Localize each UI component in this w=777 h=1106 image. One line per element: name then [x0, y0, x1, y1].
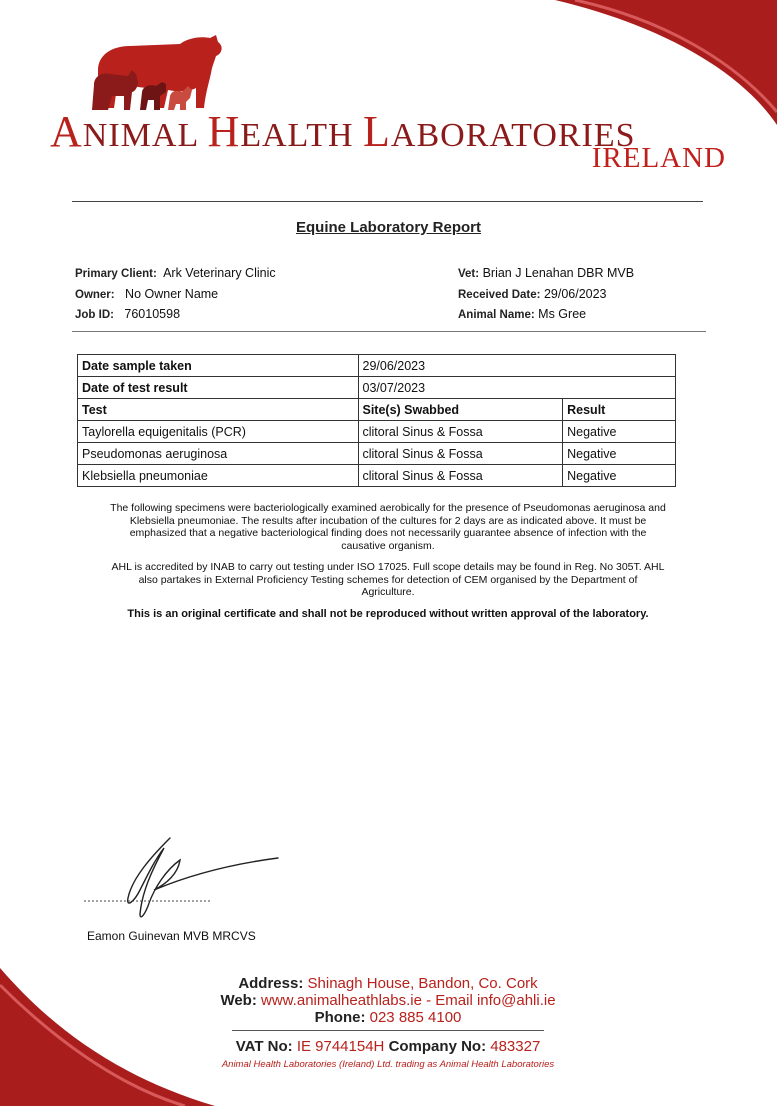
brand-country: IRELAND — [591, 142, 726, 174]
footer-address — [150, 975, 626, 992]
job-id-field — [75, 307, 180, 321]
table-cell: clitoral Sinus & Fossa — [358, 443, 563, 465]
received-date-value: 29/06/2023 — [543, 287, 607, 301]
company-value: 483327 — [490, 1038, 541, 1055]
owner-value: No Owner Name — [125, 287, 219, 301]
report-title: Equine Laboratory Report — [295, 219, 482, 236]
web-value[interactable]: www.animalheathlabs.ie - Email info@ahli.ie — [261, 992, 556, 1009]
animal-name-label: Animal Name: — [458, 309, 535, 321]
phone-value: 023 885 4100 — [369, 1009, 462, 1026]
certificate-notice: This is an original certificate and shall not be reproduced without written approval of the laboratory. — [127, 608, 649, 620]
received-date-label: Received Date: — [458, 289, 541, 301]
primary-client-field — [75, 266, 276, 280]
brand-initial: H — [207, 107, 241, 156]
table-cell: clitoral Sinus & Fossa — [358, 465, 563, 487]
footer-web — [150, 992, 626, 1009]
primary-client-value: Ark Veterinary Clinic — [163, 266, 276, 280]
received-date-field — [458, 287, 607, 301]
vet-label: Vet: — [458, 268, 480, 280]
table-cell: Klebsiella pneumoniae — [78, 465, 359, 487]
column-header: Test — [78, 399, 359, 421]
method-note — [70, 502, 706, 552]
job-id-value: 76010598 — [124, 307, 181, 321]
web-label: Web: — [220, 992, 257, 1009]
footer-phone — [150, 1009, 626, 1026]
phone-label: Phone: — [314, 1009, 366, 1026]
table-header-row — [78, 399, 676, 421]
table-row — [78, 465, 676, 487]
table-cell: Negative — [563, 421, 676, 443]
table-cell: Negative — [563, 443, 676, 465]
brand-word: ABORATORIES — [390, 117, 636, 154]
accreditation-note — [70, 561, 706, 599]
livestock-silhouette-logo — [88, 30, 228, 114]
address-value: Shinagh House, Bandon, Co. Cork — [307, 975, 538, 992]
column-header: Result — [563, 399, 676, 421]
brand-word: NIMAL — [82, 117, 208, 154]
vat-label: VAT No: — [235, 1038, 293, 1055]
footer-trading — [150, 1059, 626, 1070]
address-label: Address: — [238, 975, 304, 992]
animal-name-value: Ms Gree — [538, 307, 587, 321]
table-row — [78, 421, 676, 443]
signature-mark — [82, 830, 282, 925]
brand-initial: A — [50, 107, 83, 156]
table-row — [78, 355, 676, 377]
note-line: Klebsiella pneumoniae. The results after incubation of the cultures for 2 days are as indicated above. It must be — [129, 514, 647, 527]
note-line: The following specimens were bacteriologically examined aerobically for the presence of Pseudomonas aeruginosa and — [110, 502, 666, 514]
column-header: Site(s) Swabbed — [358, 399, 563, 421]
animal-name-field — [458, 307, 586, 321]
vat-value: IE 9744154H — [296, 1038, 385, 1055]
table-cell: Negative — [563, 465, 676, 487]
footer-divider — [232, 1030, 544, 1031]
date-taken-label: Date sample taken — [78, 355, 359, 377]
table-row — [78, 443, 676, 465]
note-line: emphasized that a negative bacteriological finding does not necessarily guarantee absence of infection with the — [129, 527, 647, 539]
footer-company — [150, 1038, 626, 1055]
job-id-label: Job ID: — [75, 309, 114, 321]
note-line: AHL is accredited by INAB to carry out testing under ISO 17025. Full scope details may be found in Reg. No 305T. AHL — [111, 561, 665, 573]
date-result-label: Date of test result — [78, 377, 359, 399]
header-divider — [72, 201, 703, 202]
brand-word: EALTH — [240, 117, 364, 154]
date-result-value: 03/07/2023 — [358, 377, 676, 399]
company-label: Company No: — [388, 1038, 487, 1055]
owner-label: Owner: — [75, 289, 115, 301]
results-table — [77, 354, 676, 487]
vet-value: Brian J Lenahan DBR MVB — [482, 266, 635, 280]
note-line: causative organism. — [341, 539, 435, 552]
date-taken-value: 29/06/2023 — [358, 355, 676, 377]
note-line: Agriculture. — [361, 586, 415, 598]
primary-client-label: Primary Client: — [75, 268, 157, 280]
owner-field — [75, 287, 218, 301]
note-line: also partakes in External Proficiency Testing schemes for detection of CEM organised by the Department of — [138, 573, 638, 586]
info-divider — [72, 331, 706, 332]
signatory-name: Eamon Guinevan MVB MRCVS — [87, 929, 256, 943]
table-cell: Taylorella equigenitalis (PCR) — [78, 421, 359, 443]
vet-field — [458, 266, 634, 280]
trading-name: Animal Health Laboratories (Ireland) Ltd. trading as Animal Health Laboratories — [221, 1059, 555, 1070]
table-cell: Pseudomonas aeruginosa — [78, 443, 359, 465]
table-row — [78, 377, 676, 399]
brand-initial: L — [363, 107, 391, 156]
table-cell: clitoral Sinus & Fossa — [358, 421, 563, 443]
